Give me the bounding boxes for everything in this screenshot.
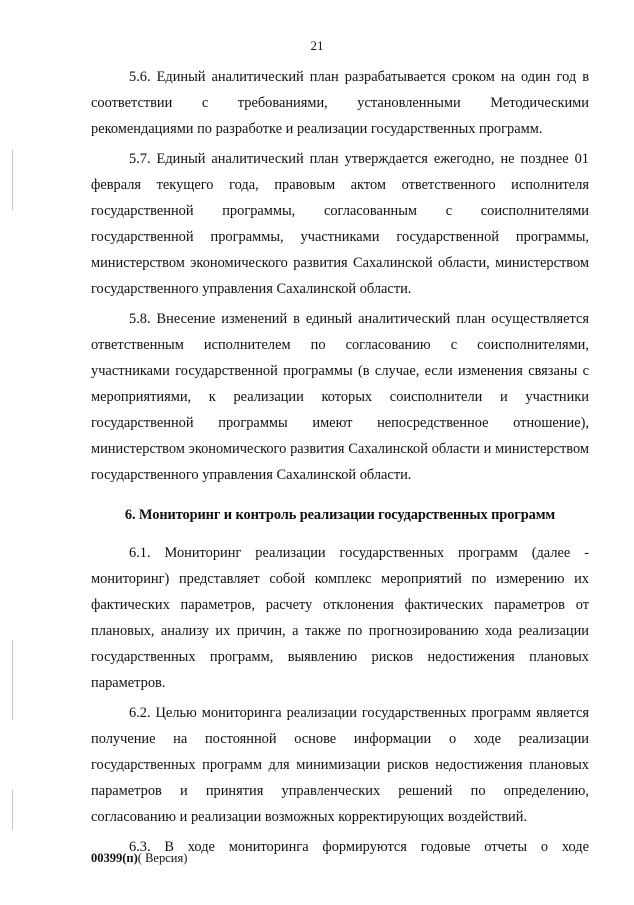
- section-heading: 6. Мониторинг и контроль реализации государственных программ: [124, 507, 556, 523]
- paragraph-5-8: 5.8. Внесение изменений в единый аналитический план осуществляется ответственным исполнителем по согласованию с соисполнителями, участниками государственной программы (в случае, если изменения связаны с мероприятиями, к реализации которых соисполнители и участники государственной программы имеют непосредственное отношение), министерством экономического развития Сахалинской области и министерством государственного управления Сахалинской области.: [91, 311, 589, 483]
- paragraph-5-7: 5.7. Единый аналитический план утверждается ежегодно, не позднее 01 февраля текущего года, правовым актом ответственного исполнителя государственной программы, согласованным с соисполнителями государственной программы, участниками государственной программы, министерством экономического развития Сахалинской области, министерством государственного управления Сахалинской области.: [91, 151, 589, 297]
- scan-margin-mark: [12, 640, 13, 720]
- document-version: ( Версия): [137, 851, 188, 865]
- page-number: 21: [310, 38, 324, 53]
- paragraph-6-1: 6.1. Мониторинг реализации государственных программ (далее - мониторинг) представляет собой комплекс мероприятий по измерению их фактических параметров, расчету отклонения фактических параметров от плановых, анализу их причин, а также по прогнозированию хода реализации государственных программ, выявлению рисков недостижения плановых параметров.: [91, 545, 589, 691]
- document-body: [91, 64, 589, 860]
- paragraph-6-3: 6.3. В ходе мониторинга формируются годовые отчеты о ходе: [129, 839, 589, 855]
- scan-margin-mark: [12, 790, 13, 830]
- document-footer: [91, 850, 187, 866]
- document-code: 00399(п): [91, 851, 138, 865]
- paragraph-6-2: 6.2. Целью мониторинга реализации государственных программ является получение на постоянной основе информации о ходе реализации государственных программ для минимизации рисков недостижения плановых параметров и принятия управленческих решений по определению, согласованию и реализации возможных корректирующих воздействий.: [91, 705, 589, 825]
- scan-margin-mark: [12, 150, 13, 210]
- paragraph-5-6: 5.6. Единый аналитический план разрабатывается сроком на один год в соответствии с требованиями, установленными Методическими рекомендациями по разработке и реализации государственных программ.: [91, 69, 589, 137]
